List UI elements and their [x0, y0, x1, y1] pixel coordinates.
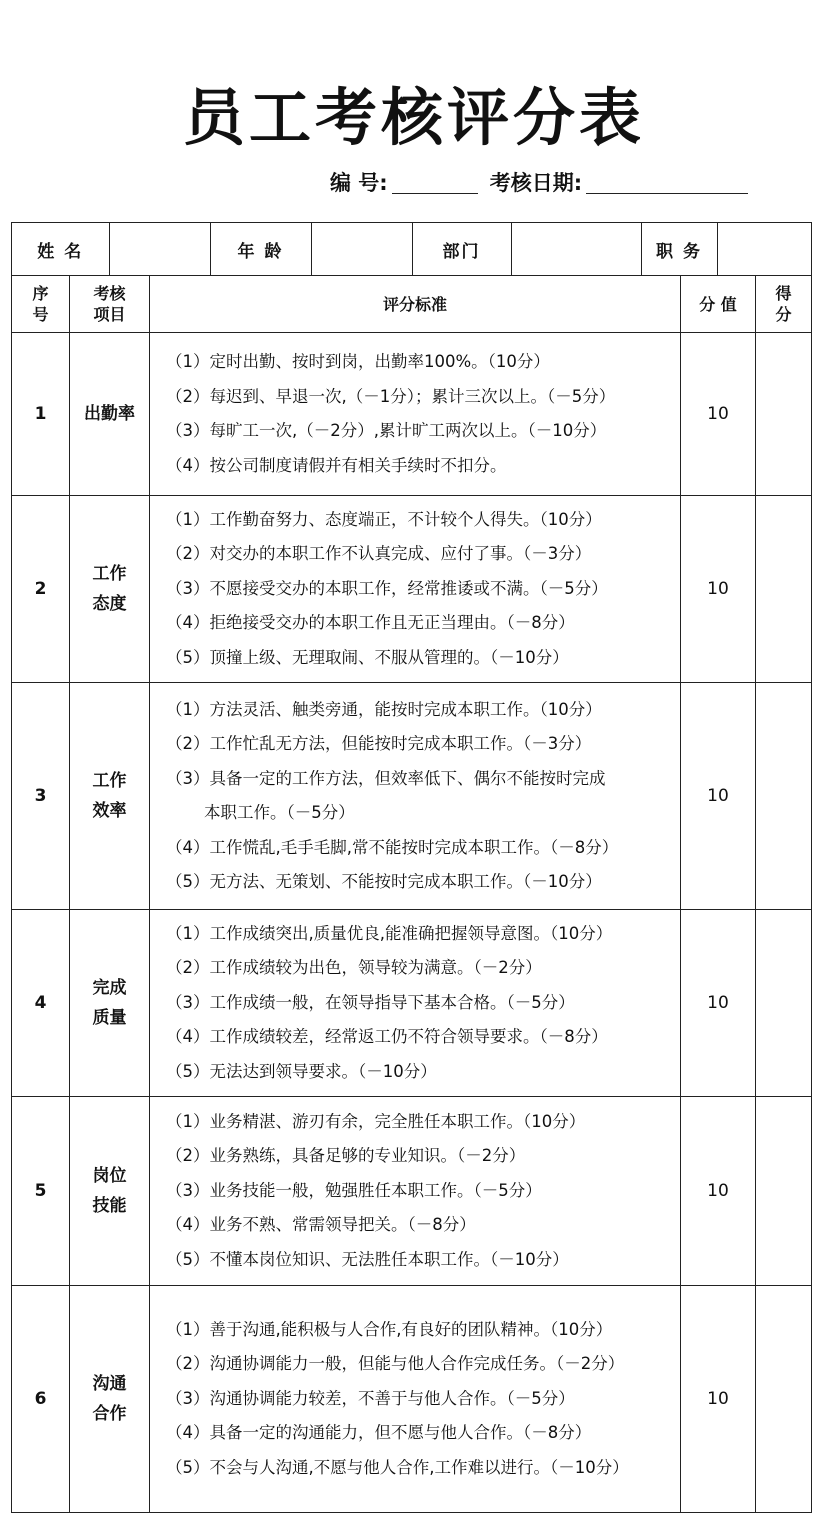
- position-label: 职 务: [641, 223, 717, 275]
- row-criteria: （1）方法灵活、触类旁通，能按时完成本职工作。（10分） （2）工作忙乱无方法，但能按时完成本职工作。（－3分） （3）具备一定的工作方法，但效率低下、偶尔不能按时完成 本职工作。（－5分） （4）工作慌乱,毛手毛脚,常不能按时完成本职工作。（－8分） （5）无方法、无策划、不能按时完成本职工作。（－10分）: [150, 683, 681, 910]
- row-score: 10: [681, 1286, 756, 1513]
- row-result-field[interactable]: [756, 910, 812, 1097]
- row-criteria: （1）善于沟通,能积极与人合作,有良好的团队精神。（10分） （2）沟通协调能力一般，但能与他人合作完成任务。（－2分） （3）沟通协调能力较差，不善于与他人合作。（－5分） （4）具备一定的沟通能力，但不愿与他人合作。（－8分） （5）不会与人沟通,不愿与他人合作,工作难以进行。（－10分）: [150, 1286, 681, 1513]
- criteria-header: 评分标准: [150, 276, 681, 333]
- dept-label: 部门: [412, 223, 511, 275]
- date-label: 考核日期:: [489, 171, 583, 195]
- meta-line: [330, 166, 752, 200]
- row-item: 工作 态度: [70, 496, 150, 683]
- row-score: 10: [681, 910, 756, 1097]
- row-seq: 4: [12, 910, 70, 1097]
- row-result-field[interactable]: [756, 1097, 812, 1286]
- table-row: [12, 1097, 812, 1286]
- result-header: 得 分: [756, 276, 812, 333]
- table-row: [12, 333, 812, 496]
- seq-header: 序 号: [12, 276, 70, 333]
- age-label: 年 龄: [210, 223, 311, 275]
- page-title: 员工考核评分表: [182, 81, 645, 154]
- row-criteria: （1）工作成绩突出,质量优良,能准确把握领导意图。（10分） （2）工作成绩较为出色，领导较为满意。（－2分） （3）工作成绩一般，在领导指导下基本合格。（－5分） （4）工作成绩较差，经常返工仍不符合领导要求。（－8分） （5）无法达到领导要求。（－10分）: [150, 910, 681, 1097]
- row-item: 岗位 技能: [70, 1097, 150, 1286]
- row-seq: 3: [12, 683, 70, 910]
- row-result-field[interactable]: [756, 333, 812, 496]
- row-score: 10: [681, 333, 756, 496]
- dept-field[interactable]: [511, 223, 641, 275]
- row-result-field[interactable]: [756, 683, 812, 910]
- table-row: [12, 683, 812, 910]
- row-criteria: （1）定时出勤、按时到岗，出勤率100%。（10分） （2）每迟到、早退一次,（－1分）；累计三次以上。（－5分） （3）每旷工一次,（－2分）,累计旷工两次以上。（－10分） （4）按公司制度请假并有相关手续时不扣分。: [150, 333, 681, 496]
- item-header: 考核 项目: [70, 276, 150, 333]
- row-criteria: （1）工作勤奋努力、态度端正，不计较个人得失。（10分） （2）对交办的本职工作不认真完成、应付了事。（－3分） （3）不愿接受交办的本职工作，经常推诿或不满。（－5分） （4）拒绝接受交办的本职工作且无正当理由。（－8分） （5）顶撞上级、无理取闹、不服从管理的。（－10分）: [150, 496, 681, 683]
- row-item: 工作 效率: [70, 683, 150, 910]
- name-field[interactable]: [109, 223, 210, 275]
- table-row: [12, 496, 812, 683]
- evaluation-table: [11, 222, 812, 1513]
- info-row: [12, 223, 812, 276]
- row-item: 沟通 合作: [70, 1286, 150, 1513]
- row-score: 10: [681, 1097, 756, 1286]
- date-blank[interactable]: [586, 171, 748, 194]
- row-score: 10: [681, 683, 756, 910]
- row-item: 出勤率: [70, 333, 150, 496]
- row-item: 完成 质量: [70, 910, 150, 1097]
- number-blank[interactable]: [392, 171, 478, 194]
- row-seq: 6: [12, 1286, 70, 1513]
- row-seq: 2: [12, 496, 70, 683]
- row-result-field[interactable]: [756, 496, 812, 683]
- column-header-row: [12, 276, 812, 333]
- age-field[interactable]: [311, 223, 412, 275]
- row-seq: 1: [12, 333, 70, 496]
- row-criteria: （1）业务精湛、游刃有余，完全胜任本职工作。（10分） （2）业务熟练，具备足够的专业知识。（－2分） （3）业务技能一般，勉强胜任本职工作。（－5分） （4）业务不熟、常需领导把关。（－8分） （5）不懂本岗位知识、无法胜任本职工作。（－10分）: [150, 1097, 681, 1286]
- table-row: [12, 910, 812, 1097]
- row-score: 10: [681, 496, 756, 683]
- name-label: 姓 名: [12, 223, 109, 275]
- row-result-field[interactable]: [756, 1286, 812, 1513]
- position-field[interactable]: [717, 223, 812, 275]
- number-label: 编 号:: [330, 171, 388, 195]
- row-seq: 5: [12, 1097, 70, 1286]
- score-header: 分 值: [681, 276, 756, 333]
- table-row: [12, 1286, 812, 1513]
